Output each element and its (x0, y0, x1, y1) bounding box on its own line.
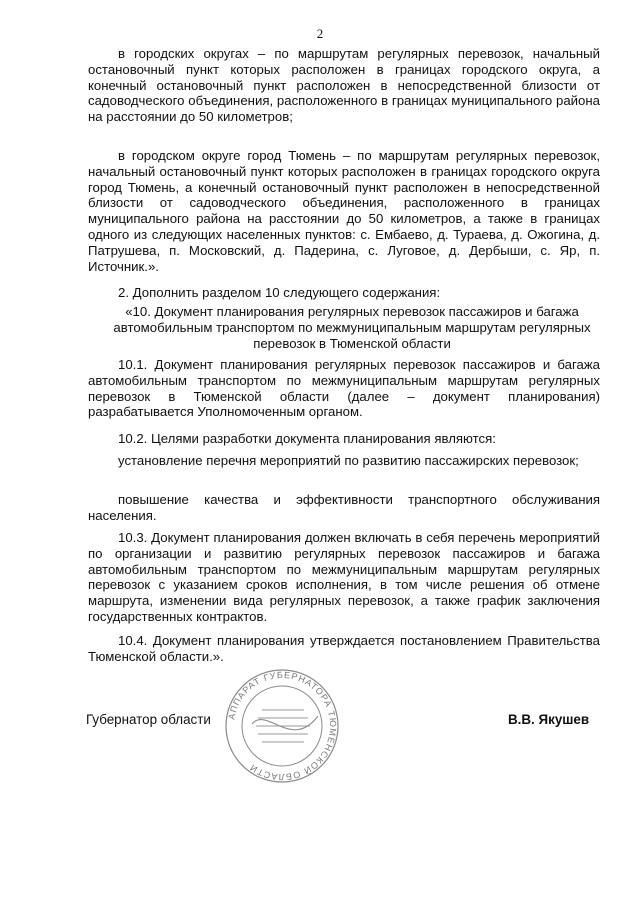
paragraph-goal-1: установление перечня мероприятий по развитию пассажирских перевозок; (118, 453, 579, 468)
paragraph-10-2: 10.2. Целями разработки документа планирования являются: (118, 431, 496, 446)
paragraph-tyumen-district: в городском округе город Тюмень – по маршрутам регулярных перевозок, начальный остановочный пункт которых расположен в границах городского округа город Тюмень, а конечный остановочный пункт расположен в непосредственной близости от садоводческого объединения, расположенного в границах муниципального района на расстоянии до 50 километров, а также в границах одного из следующих населенных пунктов: с. Ембаево, д. Тураева, д. Ожогина, д. Патрушева, п. Московский, д. Падерина, с. Луговое, д. Дербыши, с. Яр, п. Источник.». (88, 148, 600, 274)
paragraph-goal-2: повышение качества и эффективности транспортного обслуживания населения. (88, 492, 600, 523)
svg-text:АППАРАТ ГУБЕРНАТОРА ТЮМЕНСКОЙ: АППАРАТ ГУБЕРНАТОРА ТЮМЕНСКОЙ ОБЛАСТИ (226, 669, 339, 783)
section-10-heading: «10. Документ планирования регулярных перевозок пассажиров и багажа автомобильным транспортом по межмуниципальным маршрутам регулярных перевозок в Тюменской области (113, 304, 591, 351)
paragraph-amendment-2: 2. Дополнить разделом 10 следующего содержания: (118, 285, 441, 300)
official-stamp (222, 666, 342, 786)
paragraph-10-4: 10.4. Документ планирования утверждается постановлением Правительства Тюменской области.». (88, 633, 600, 664)
paragraph-city-districts: в городских округах – по маршрутам регулярных перевозок, начальный остановочный пункт которых расположен в границах городского округа, а конечный остановочный пункт расположен в непосредственной близости от садоводческого объединения, расположенного в границах муниципального района на расстоянии до 50 километров; (88, 46, 600, 125)
signature-name: В.В. Якушев (508, 712, 590, 727)
signature-position: Губернатор области (86, 712, 211, 727)
paragraph-10-1: 10.1. Документ планирования регулярных перевозок пассажиров и багажа автомобильным транспортом по межмуниципальным маршрутам регулярных перевозок в Тюменской области (далее – документ планирования) разрабатывается Уполномоченным органом. (88, 357, 600, 420)
paragraph-10-3: 10.3. Документ планирования должен включать в себя перечень мероприятий по организации и развитию регулярных перевозок пассажиров и багажа автомобильным транспортом по межмуниципальным маршрутам регулярных перевозок с указанием сроков исполнения, в том числе решения об отмене маршрута, изменении вида регулярных перевозок, а также график заключения государственных контрактов. (88, 530, 600, 624)
page-number: 2 (316, 26, 324, 41)
